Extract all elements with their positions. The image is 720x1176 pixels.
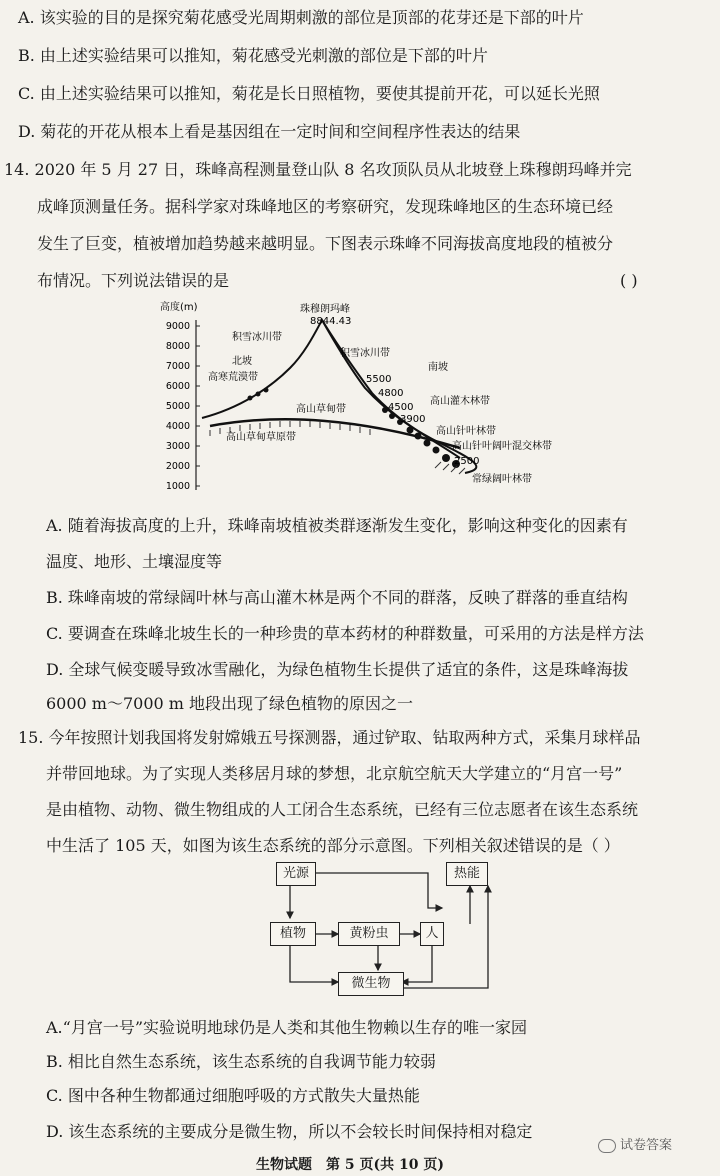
plant-box: 植物 (270, 922, 316, 946)
y-axis-label: 高度(m) (160, 302, 198, 313)
zone-label: 常绿阔叶林带 (472, 474, 532, 485)
peak-name: 珠穆朗玛峰 (300, 304, 350, 315)
height-label: 5500 (366, 374, 392, 385)
q14-option-c: C. 要调查在珠峰北坡生长的一种珍贵的草本药材的种群数量，可采用的方法是样方法 (46, 624, 644, 643)
q15-stem-line2: 并带回地球。为了实现人类移居月球的梦想，北京航空航天大学建立的“月宫一号” (46, 764, 623, 783)
human-box: 人 (420, 922, 444, 946)
height-label: 4500 (388, 402, 414, 413)
q13-option-c: C. 由上述实验结果可以推知，菊花是长日照植物，要使其提前开花，可以延长光照 (18, 84, 600, 103)
zone-label: 积雪冰川带 (340, 348, 390, 359)
q14-stem-line1: 14. 2020 年 5 月 27 日，珠峰高程测量登山队 8 名攻顶队员从北坡登上珠穆朗玛峰并完 (4, 160, 632, 179)
q15-stem-line3: 是由植物、动物、微生物组成的人工闭合生态系统，已经有三位志愿者在该生态系统 (46, 800, 639, 819)
q14-option-d-line2: 6000 m～7000 m 地段出现了绿色植物的原因之一 (46, 694, 414, 713)
ytick: 9000 (165, 321, 190, 332)
zone-label: 高山灌木林带 (430, 396, 490, 407)
q15-option-c: C. 图中各种生物都通过细胞呼吸的方式散失大量热能 (46, 1086, 420, 1105)
q15-option-d: D. 该生态系统的主要成分是微生物，所以不会较长时间保持相对稳定 (46, 1122, 533, 1141)
q14-option-d-line1: D. 全球气候变暖导致冰雪融化，为绿色植物生长提供了适宜的条件，这是珠峰海拔 (46, 660, 629, 679)
q14-option-b: B. 珠峰南坡的常绿阔叶林与高山灌木林是两个不同的群落，反映了群落的垂直结构 (46, 588, 628, 607)
zone-label: 高山草甸带 (296, 404, 346, 415)
zone-label: 高山草甸草原带 (226, 432, 296, 443)
light-source-box: 光源 (276, 862, 316, 886)
q15-option-b: B. 相比自然生态系统，该生态系统的自我调节能力较弱 (46, 1052, 436, 1071)
north-slope-label: 北坡 (232, 356, 252, 367)
q13-option-d: D. 菊花的开花从根本上看是基因组在一定时间和空间程序性表达的结果 (18, 122, 521, 141)
q15-option-a: A.“月宫一号”实验说明地球仍是人类和其他生物赖以生存的唯一家园 (46, 1018, 528, 1037)
watermark-text: 试卷答案 (620, 1138, 673, 1153)
ytick: 2000 (165, 461, 190, 472)
zone-label: 高寒荒漠带 (208, 372, 258, 383)
ytick: 4000 (165, 421, 190, 432)
q15-stem-line4: 中生活了 105 天，如图为该生态系统的部分示意图。下列相关叙述错误的是（ ） (46, 836, 620, 855)
ytick: 5000 (165, 401, 190, 412)
height-label: 2500 (454, 456, 480, 467)
q13-option-a: A. 该实验的目的是探究菊花感受光周期刺激的部位是顶部的花芽还是下部的叶片 (18, 8, 584, 27)
q14-stem-line2: 成峰顶测量任务。据科学家对珠峰地区的考察研究，发现珠峰地区的生态环境已经 (37, 197, 614, 216)
q13-option-b: B. 由上述实验结果可以推知，菊花感受光刺激的部位是下部的叶片 (18, 46, 488, 65)
q15-stem-line1: 15. 今年按照计划我国将发射嫦娥五号探测器，通过铲取、钻取两种方式，采集月球样品 (18, 728, 641, 747)
heat-energy-box: 热能 (446, 862, 488, 886)
watermark (598, 1134, 672, 1153)
wechat-icon (598, 1139, 616, 1153)
q14-stem-line3: 发生了巨变，植被增加趋势越来越明显。下图表示珠峰不同海拔高度地段的植被分 (37, 234, 614, 253)
everest-vegetation-figure (160, 298, 600, 498)
mealworm-box: 黄粉虫 (338, 922, 400, 946)
zone-label: 积雪冰川带 (232, 332, 282, 343)
ytick: 1000 (165, 481, 190, 492)
q14-stem-line4: 布情况。下列说法错误的是 (37, 271, 230, 290)
q14-option-a-line1: A. 随着海拔高度的上升，珠峰南坡植被类群逐渐发生变化，影响这种变化的因素有 (46, 516, 628, 535)
q14-option-a-line2: 温度、地形、土壤湿度等 (46, 552, 223, 571)
ytick: 8000 (165, 341, 190, 352)
ytick: 3000 (165, 441, 190, 452)
zone-label: 高山针叶阔叶混交林带 (452, 441, 552, 452)
zone-label: 高山针叶林带 (436, 426, 496, 437)
south-slope-label: 南坡 (428, 362, 448, 373)
trees (248, 388, 461, 469)
microbe-box: 微生物 (338, 972, 404, 996)
peak-height: 8844.43 (310, 316, 352, 327)
height-label: 3900 (400, 414, 426, 425)
ytick: 6000 (165, 381, 190, 392)
ytick: 7000 (165, 361, 190, 372)
height-label: 4800 (378, 388, 404, 399)
q14-answer-bracket: ( ) (620, 271, 638, 290)
page-footer: 生物试题 第 5 页(共 10 页) (256, 1157, 444, 1173)
